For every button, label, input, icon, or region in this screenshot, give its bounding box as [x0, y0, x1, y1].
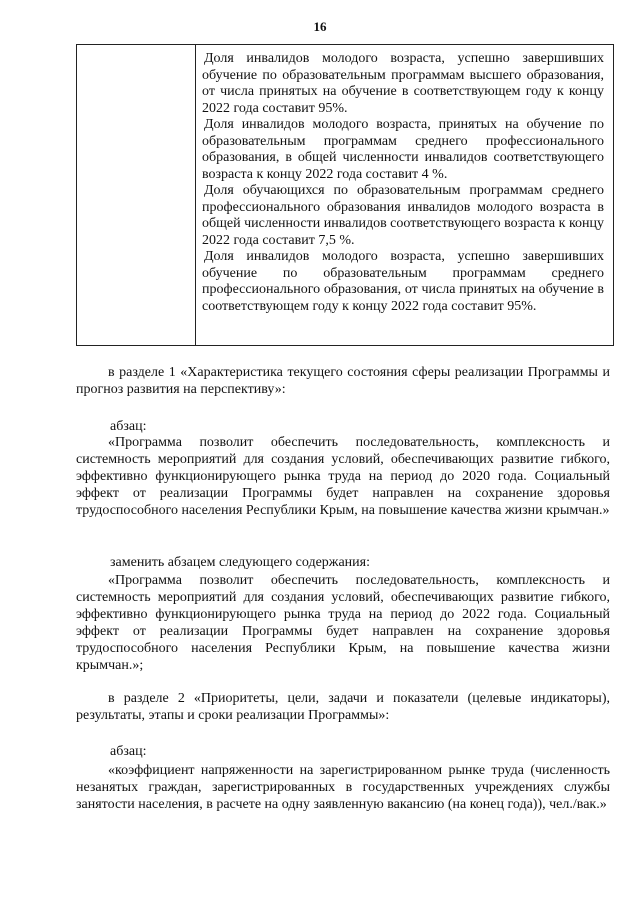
indicators-cell [202, 51, 604, 315]
section1-intro [76, 364, 610, 398]
table-column-divider [195, 45, 196, 345]
section1-old-text [76, 434, 610, 519]
section1-intro-text: в разделе 1 «Характеристика текущего состояния сферы реализации Программы и прогноз развития на перспективу»: [76, 365, 610, 397]
section1-replace-label: заменить абзацем следующего содержания: [110, 555, 370, 570]
indicator-item: Доля инвалидов молодого возраста, успешно завершивших обучение по образовательным программам высшего образования, от числа принятых на обучение в соответствующем году к концу 2022 года составит 95%. [202, 51, 604, 116]
section1-new-paragraph: «Программа позволит обеспечить последовательность, комплексность и системность мероприятий для создания условий, обеспечивающих развитие гибкого, эффективно функционирующего рынка труда на период до 2022 года. Социальный эффект от реализации Программы будет направлен на сохранение здоровья трудоспособного населения Республики Крым, на повышение качества жизни крымчан.»; [76, 573, 610, 673]
indicator-item: Доля инвалидов молодого возраста, принятых на обучение по образовательным программам среднего профессионального образования, в общей численности инвалидов соответствующего возраста к концу 2022 года составит 4 %. [202, 117, 604, 182]
section2-old-paragraph: «коэффициент напряженности на зарегистрированном рынке труда (численность незанятых граждан, зарегистрированных в государственных учреждениях службы занятости населения, в расчете на одну заявленную вакансию (на конец года)), чел./вак.» [76, 763, 610, 812]
page-number: 16 [313, 19, 327, 34]
section2-old-text [76, 762, 610, 813]
section2-intro [76, 690, 610, 724]
section2-paragraph-label: абзац: [110, 744, 147, 759]
section1-new-text [76, 572, 610, 674]
section1-paragraph-label: абзац: [110, 419, 147, 434]
indicator-item: Доля инвалидов молодого возраста, успешно завершивших обучение по образовательным программам среднего профессионального образования, от числа принятых на обучение в соответствующем году к концу 2022 года составит 95%. [202, 249, 604, 314]
section1-old-paragraph: «Программа позволит обеспечить последовательность, комплексность и системность мероприятий для создания условий, обеспечивающих развитие гибкого, эффективно функционирующего рынка труда на период до 2020 года. Социальный эффект от реализации Программы будет направлен на сохранение здоровья трудоспособного населения Республики Крым, на повышение качества жизни крымчан.» [76, 435, 610, 518]
section2-intro-text: в разделе 2 «Приоритеты, цели, задачи и показатели (целевые индикаторы), результаты, этапы и сроки реализации Программы»: [76, 691, 610, 723]
indicators-table [76, 44, 614, 346]
indicator-item: Доля обучающихся по образовательным программам среднего профессионального образования инвалидов молодого возраста в общей численности инвалидов соответствующего возраста к концу 2022 года составит 7,5 %. [202, 183, 605, 248]
